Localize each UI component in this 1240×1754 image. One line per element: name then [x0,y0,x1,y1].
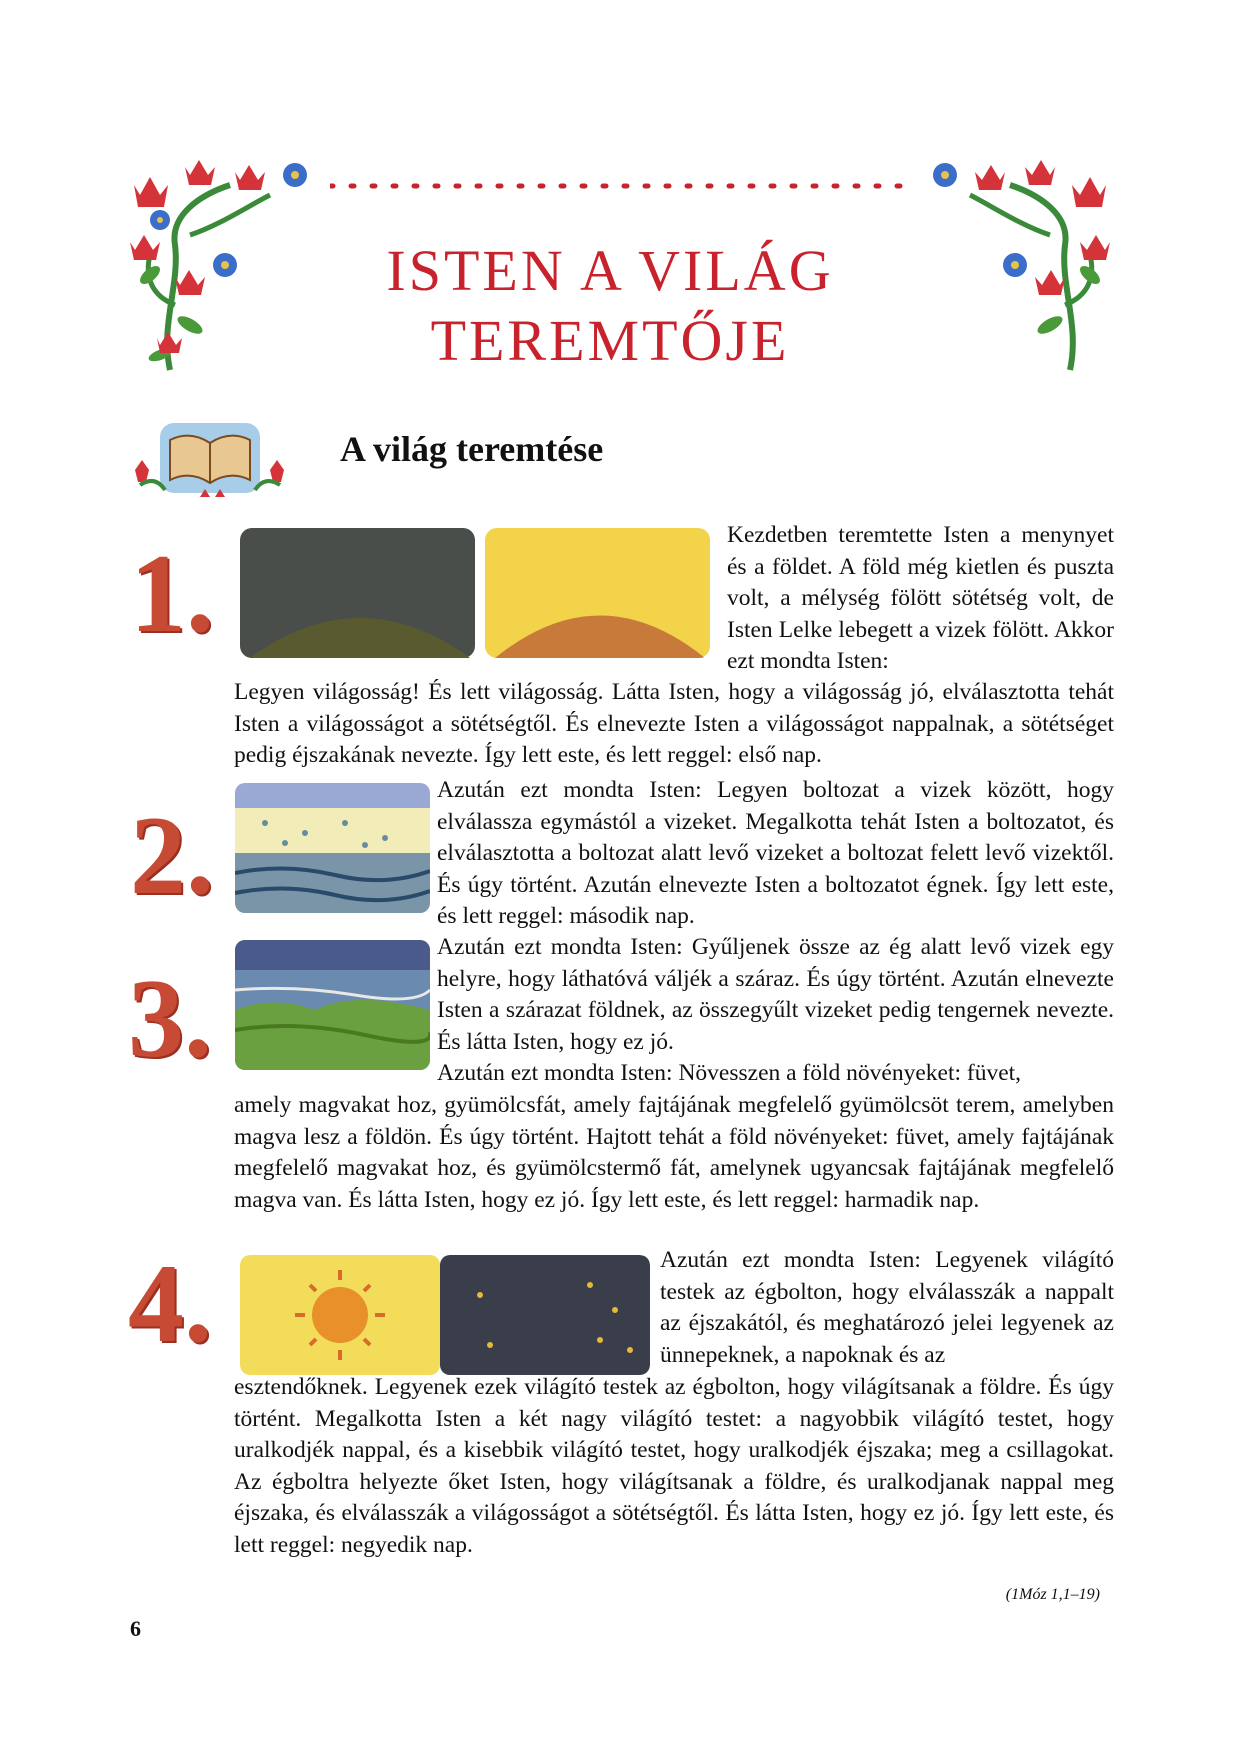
numeral-3: 3. [128,957,212,1081]
dotted-border-decoration [330,176,910,196]
section-title: A világ teremtése [340,429,604,469]
numeral-4: 4. [128,1242,212,1366]
paragraph-2: Azután ezt mondta Isten: Legyen boltozat a vizek között, hogy elválassza egymástól a vizeket. Megalkotta tehát Isten a boltozatot, és elválasztotta a boltozat alatt levő vizeket a boltozat felett levő vizektől. És úgy történt. Azután elnevezte Isten a boltozatot égnek. Így lett este, és lett reggel: második nap. [437,777,1114,929]
paragraph-4-full: esztendőknek. Legyenek ezek világító testek az égbolton, hogy világítsanak a földre. És úgy történt. Megalkotta Isten a két nagy világító testet: a nagyobbik világító testet, hogy uralkodjék nappal, és a kisebbik világító testet, hogy uralkodjék éjszaka; meg a csillagokat. Az égboltra helyezte őket Isten, hogy világítsanak a földre, és uralkodjanak nappal meg éjszaka, és elválasszák a világosságot a sötétségtől. És látta Isten, hogy ez jó. Így lett este, és lett reggel: negyedik nap. [234,1374,1114,1558]
floral-ornament-right-icon [900,155,1110,380]
paragraph-3b-side: Azután ezt mondta Isten: Növesszen a föld növényeket: füvet, [437,1060,1022,1086]
waters-and-sky-illustration [235,783,430,913]
numeral-2: 2. [130,794,214,918]
open-book-icon [130,415,290,505]
page-title [330,236,890,376]
sun-and-moon-illustration [240,1255,650,1375]
darkness-and-light-illustration [240,528,710,658]
title-line-1: ISTEN A VILÁG [386,238,834,303]
numeral-1: 1. [130,532,214,656]
title-line-2: TEREMTŐJE [430,308,790,373]
paragraph-1-side: Kezdetben teremtette Isten a menynyet és a földet. A föld még kietlen és puszta volt, a mélység fölött sötétség volt, de Isten Lelke lebegett a vizek fölött. Akkor ezt mondta Isten: [727,522,1114,674]
scripture-citation: (1Móz 1,1–19) [1005,1586,1100,1603]
page-number: 6 [130,1616,141,1641]
floral-ornament-left-icon [130,155,340,380]
land-and-sea-illustration [235,940,430,1070]
paragraph-3a: Azután ezt mondta Isten: Gyűljenek össze az ég alatt levő vizek egy helyre, hogy láthatóvá váljék a száraz. És úgy történt. Azután elnevezte Isten a szárazat földnek, az összegyűlt vizeket pedig tengernek nevezte. És látta Isten, hogy ez jó. [437,934,1114,1055]
paragraph-4-side: Azután ezt mondta Isten: Legyenek világító testek az égbolton, hogy elválasszák a nappalt az éjszakától, és meghatározó jelei legyenek az ünnepeknek, a napoknak és az [660,1247,1114,1368]
paragraph-1-full: Legyen világosság! És lett világosság. Látta Isten, hogy a világosság jó, elválasztotta tehát Isten a világosságot a sötétségtől. És elnevezte Isten a világosságot nappalnak, a sötétséget pedig éjszakának nevezte. Így lett este, és lett reggel: első nap. [234,679,1114,768]
paragraph-3b-full: amely magvakat hoz, gyümölcsfát, amely fajtájának megfelelő gyümölcsöt terem, amelyben magva lesz a földön. És úgy történt. Hajtott tehát a föld növényeket: füvet, amely fajtájának megfelelő magvakat hoz, és gyümölcstermő fát, amelynek ugyancsak fajtájának megfelelő magva van. És látta Isten, hogy ez jó. Így lett este, és lett reggel: harmadik nap. [234,1092,1114,1213]
